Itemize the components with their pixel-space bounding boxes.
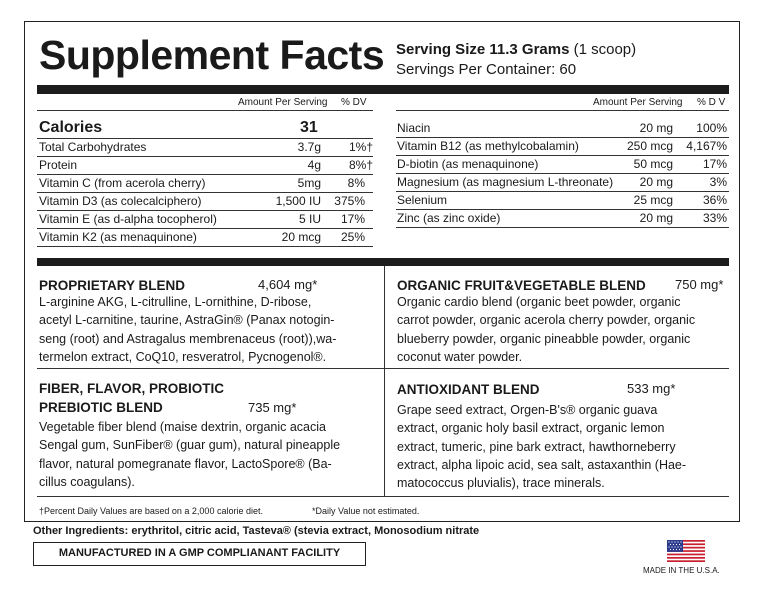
- proprietary-blend-amount: 4,604 mg*: [258, 277, 318, 292]
- servings-per-container: Servings Per Container: 60: [396, 61, 577, 78]
- nutrient-amount: 20 mg: [639, 175, 673, 189]
- blend-row-divider: [37, 368, 729, 369]
- gmp-facility-label: MANUFACTURED IN A GMP COMPLIANANT FACILITY: [33, 542, 366, 566]
- nutrient-dv: 17%: [340, 212, 365, 226]
- nutrient-amount: 5mg: [297, 176, 321, 190]
- left-col-amount-header: Amount Per Serving: [238, 97, 328, 108]
- left-row: [37, 174, 373, 193]
- nutrient-dv: 100%: [696, 121, 727, 135]
- nutrient-dv: 375%: [334, 194, 365, 208]
- ingredient-line: Sengal gum, SunFiber® (guar gum), natural pineapple: [39, 438, 341, 453]
- ingredient-line: cillus coagulans).: [39, 474, 135, 489]
- right-row: [396, 209, 729, 228]
- left-header-rule: [37, 110, 373, 111]
- top-divider-bar: [37, 85, 729, 94]
- nutrient-name: Vitamin C (from acerola cherry): [39, 176, 206, 190]
- nutrient-name: Niacin: [397, 121, 431, 135]
- nutrient-name: D-biotin (as menaquinone): [397, 157, 539, 171]
- nutrient-amount: 20 mg: [639, 121, 673, 135]
- left-row: [37, 210, 373, 229]
- nutrient-dv: 36%: [702, 193, 727, 207]
- nutrient-dv: 3%: [709, 175, 727, 189]
- nutrient-amount: 3.7g: [297, 140, 321, 154]
- serving-size-extra: (1 scoop): [569, 41, 637, 58]
- left-row: [37, 138, 373, 157]
- nutrient-amount: 50 mcg: [633, 157, 673, 171]
- ingredient-line: seng (root) and Astragalus membrenaceus (root)),wa-: [39, 331, 337, 346]
- not-established-footnote: *Daily Value not estimated.: [312, 506, 420, 516]
- nutrient-dv: 17%: [702, 157, 727, 171]
- nutrient-amount: 5 IU: [298, 212, 321, 226]
- ingredient-line: coconut water powder.: [397, 349, 523, 364]
- nutrient-name: Selenium: [397, 193, 448, 207]
- other-ingredients: Other Ingredients: erythritol, citric acid, Tasteva® (stevia extract, Monosodium nitrate: [33, 525, 480, 537]
- middle-divider-bar: [37, 258, 729, 266]
- right-row: [396, 137, 729, 156]
- nutrient-name: Vitamin D3 (as colecalciphero): [39, 194, 202, 208]
- fiber-blend-amount: 735 mg*: [248, 400, 297, 415]
- nutrient-name: Vitamin K2 (as menaquinone): [39, 230, 197, 244]
- ingredient-line: Organic cardio blend (organic beet powder, organic: [397, 295, 681, 309]
- ingredient-line: flavor, natural pomegranate flavor, LactoSpore® (Ba-: [39, 456, 332, 471]
- ingredient-line: Vegetable fiber blend (maise dextrin, organic acacia: [39, 420, 326, 434]
- antioxidant-blend-title: ANTIOXIDANT BLEND: [397, 382, 540, 397]
- calories-row: [37, 117, 373, 139]
- right-col-amount-header: Amount Per Serving: [593, 97, 683, 108]
- nutrient-dv: 25%: [340, 230, 365, 244]
- left-col-dv-header: % DV: [341, 97, 367, 108]
- ingredient-line: termelon extract, CoQ10, resveratrol, Pycnogenol®.: [39, 349, 327, 364]
- proprietary-blend-ingredients: [39, 293, 336, 366]
- ingredient-line: L-arginine AKG, L-citrulline, L-ornithine, D-ribose,: [39, 295, 312, 309]
- organic-blend-title: ORGANIC FRUIT&VEGETABLE BLEND: [397, 278, 646, 293]
- antioxidant-blend-ingredients: [397, 401, 686, 492]
- organic-blend-amount: 750 mg*: [675, 277, 724, 292]
- nutrient-amount: 25 mcg: [633, 193, 673, 207]
- blend-bottom-rule: [37, 496, 729, 497]
- nutrient-name: Protein: [39, 158, 78, 172]
- nutrient-dv: 8%†: [348, 158, 373, 172]
- organic-blend-ingredients: [397, 293, 695, 366]
- nutrient-name: Zinc (as zinc oxide): [397, 211, 501, 225]
- fiber-blend-title-line1: FIBER, FLAVOR, PROBIOTIC: [39, 381, 224, 396]
- ingredient-line: matococcus pluvialis), trace minerals.: [397, 476, 605, 491]
- nutrient-amount: 4g: [307, 158, 321, 172]
- antioxidant-blend-amount: 533 mg*: [627, 381, 676, 396]
- left-row: [37, 156, 373, 175]
- nutrient-amount: 250 mcg: [626, 139, 673, 153]
- nutrient-amount: 1,500 IU: [275, 194, 321, 208]
- left-row: [37, 192, 373, 211]
- ingredient-line: extract, alpha lipoic acid, sea salt, astaxanthin (Hae-: [397, 457, 687, 472]
- nutrient-amount: 20 mcg: [281, 230, 321, 244]
- right-row: [396, 173, 729, 192]
- right-header-rule: [396, 110, 729, 111]
- nutrient-name: Vitamin B12 (as methylcobalamin): [397, 139, 579, 153]
- ingredient-line: acetyl L-carnitine, taurine, AstraGin® (Panax notogin-: [39, 313, 335, 328]
- nutrient-name: Total Carbohydrates: [39, 140, 147, 154]
- calories-label: Calories: [39, 119, 103, 136]
- daily-values-footnote: †Percent Daily Values are based on a 2,000 calorie diet.: [39, 506, 263, 516]
- calories-value: 31: [300, 119, 318, 136]
- serving-size: [396, 41, 636, 58]
- nutrient-dv: 4,167%: [686, 139, 727, 153]
- nutrient-amount: 20 mg: [639, 211, 673, 225]
- right-row: [396, 191, 729, 210]
- ingredient-line: extract, tumeric, pine bark extract, hawthorneberry: [397, 439, 676, 454]
- ingredient-line: blueberry powder, organic pineabble powder, organic: [397, 331, 691, 346]
- fiber-blend-ingredients: [39, 418, 340, 491]
- ingredient-line: Grape seed extract, Orgen-B's® organic guava: [397, 403, 658, 417]
- ingredient-line: extract, organic holy basil extract, organic lemon: [397, 421, 665, 436]
- nutrient-name: Vitamin E (as d-alpha tocopherol): [39, 212, 217, 226]
- right-row: [396, 155, 729, 174]
- us-flag-icon: [667, 540, 705, 562]
- serving-size-label: Serving Size 11.3 Grams: [396, 41, 570, 58]
- blend-column-divider: [384, 266, 385, 496]
- made-in-usa-label: MADE IN THE U.S.A.: [643, 566, 720, 575]
- right-col-dv-header: % D V: [697, 97, 726, 108]
- nutrient-dv: 1%†: [348, 140, 373, 154]
- panel-title: Supplement Facts: [39, 32, 385, 78]
- proprietary-blend-title: PROPRIETARY BLEND: [39, 278, 186, 293]
- nutrient-dv: 8%: [347, 176, 365, 190]
- ingredient-line: carrot powder, organic acerola cherry powder, organic: [397, 313, 696, 328]
- nutrient-name: Magnesium (as magnesium L-threonate): [397, 175, 614, 189]
- nutrient-dv: 33%: [702, 211, 727, 225]
- left-row: [37, 228, 373, 247]
- fiber-blend-title-line2: PREBIOTIC BLEND: [39, 400, 163, 415]
- right-row: [396, 119, 729, 138]
